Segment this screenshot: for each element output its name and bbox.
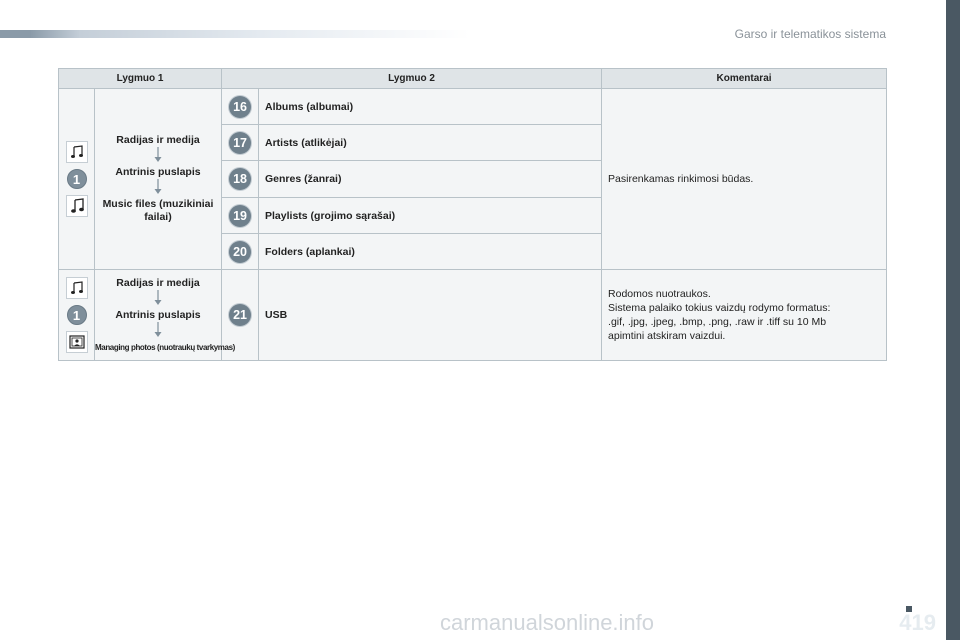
nav-item-radio-media: Radijas ir medija (116, 134, 200, 146)
item-number-badge: 18 (229, 168, 251, 190)
nav-item-secondary-page: Antrinis puslapis (115, 308, 201, 321)
column-header-level2: Lygmuo 2 (222, 69, 602, 89)
level2-item-playlists: Playlists (grojimo sąrašai) (259, 198, 602, 234)
menu-badge: 1 (67, 305, 87, 325)
photo-icon (66, 331, 88, 353)
arrow-down-icon (152, 179, 164, 195)
comment-line: Sistema palaiko tokius vaizdų rodymo formatus: (608, 302, 831, 314)
level2-item-albums: Albums (albumai) (259, 89, 602, 125)
arrow-down-icon (152, 147, 164, 163)
music-file-icon (66, 195, 88, 217)
page-header-title: Garso ir telematikos sistema (734, 27, 886, 41)
nav-item-radio-media: Radijas ir medija (116, 276, 200, 289)
nav-item-music-files: Music files (muzikiniai failai) (102, 198, 214, 223)
table-row (59, 270, 887, 361)
comment-line: Rodomos nuotraukos. (608, 288, 711, 300)
group2-comment (602, 270, 887, 361)
nav-item-secondary-page: Antrinis puslapis (115, 166, 201, 178)
item-number-badge: 19 (229, 205, 251, 227)
row-number-cell (222, 161, 259, 198)
level2-item-artists: Artists (atlikėjai) (259, 125, 602, 161)
column-header-level1: Lygmuo 1 (59, 69, 222, 89)
group1-comment: Pasirenkamas rinkimosi būdas. (602, 89, 887, 270)
group1-navigation-path (95, 89, 222, 270)
page-number: 419 (899, 610, 936, 635)
row-number-cell (222, 234, 259, 270)
watermark: carmanualsonline.info (440, 610, 655, 635)
item-number-badge: 20 (229, 241, 251, 263)
music-note-icon (66, 141, 88, 163)
comment-line: .gif, .jpg, .jpeg, .bmp, .png, .raw ir .tiff su 10 Mb (608, 316, 827, 328)
row-number-cell (222, 89, 259, 125)
header-decoration-bar (0, 30, 470, 38)
right-edge-band (946, 0, 960, 640)
group2-icons (59, 270, 95, 361)
music-note-icon (66, 277, 88, 299)
table-header-row (59, 69, 887, 89)
row-number-cell (222, 125, 259, 161)
level2-item-genres: Genres (žanrai) (259, 161, 602, 198)
group2-navigation-path (95, 270, 235, 361)
level2-item-usb: USB (259, 270, 602, 361)
item-number-badge: 16 (229, 96, 251, 118)
item-number-badge: 21 (229, 304, 251, 326)
row-number-cell (222, 198, 259, 234)
comment-line: apimtini atskiram vaizdui. (608, 330, 726, 342)
nav-item-managing-photos: Managing photos (nuotraukų tvarkymas) (95, 342, 235, 352)
item-number-badge: 17 (229, 132, 251, 154)
menu-badge: 1 (67, 169, 87, 189)
menu-table (58, 68, 887, 361)
level2-item-folders: Folders (aplankai) (259, 234, 602, 270)
column-header-comments: Komentarai (602, 69, 887, 89)
table-row (59, 89, 887, 125)
arrow-down-icon (152, 322, 164, 338)
arrow-down-icon (152, 290, 164, 306)
group1-icons (59, 89, 95, 270)
